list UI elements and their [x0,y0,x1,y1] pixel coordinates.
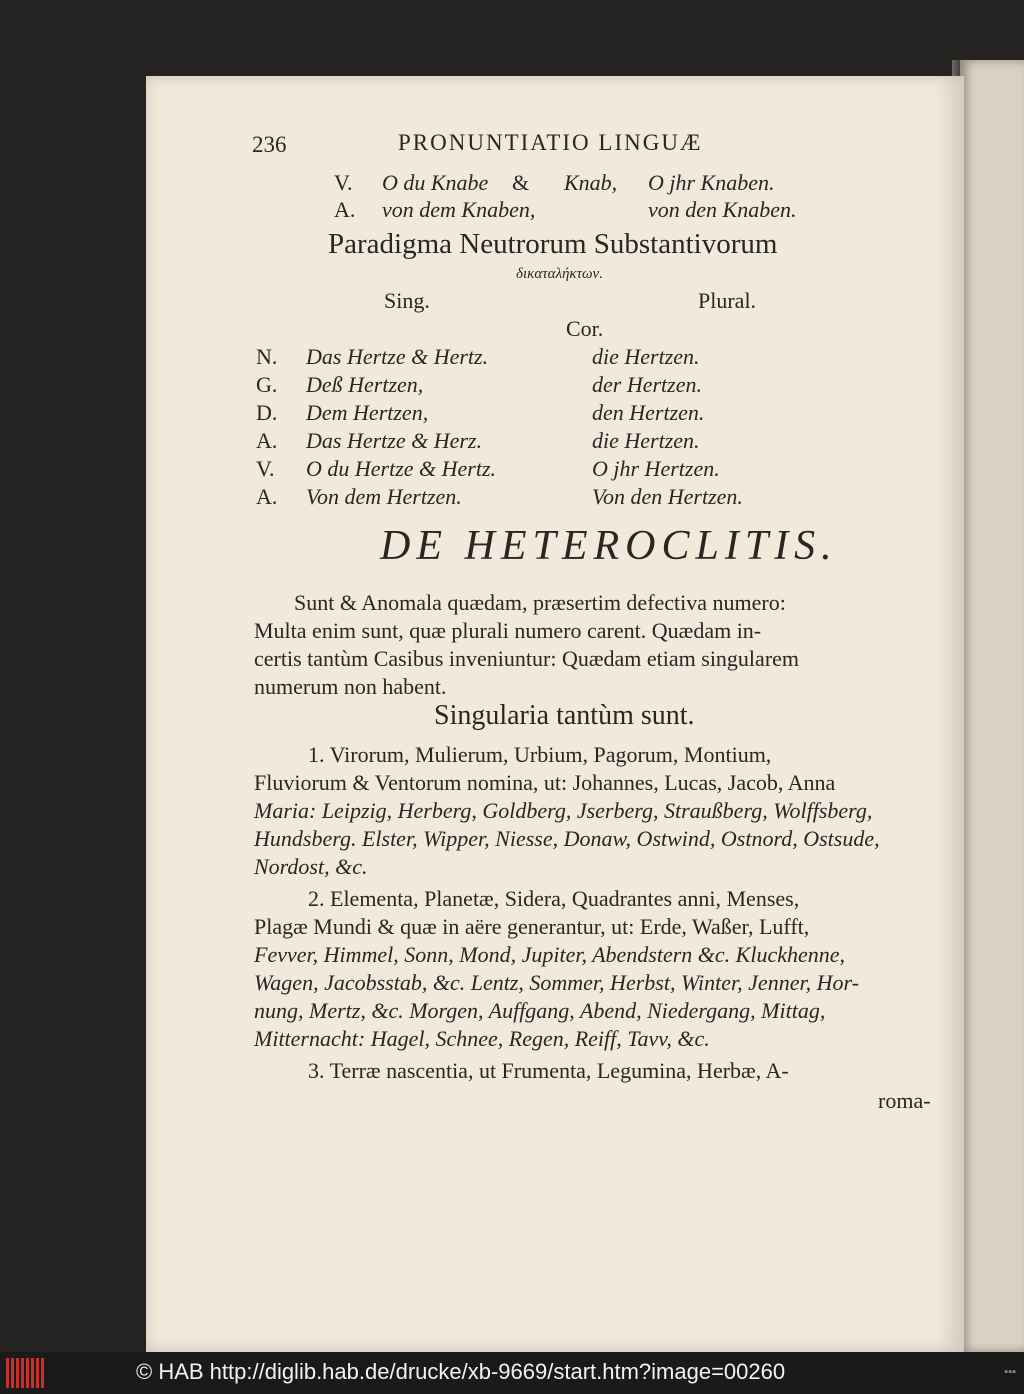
plural-form: die Hertzen. [592,344,700,369]
singular-form: Das Hertze & Hertz. [306,344,489,369]
item-line: Hundsberg. Elster, Wipper, Niesse, Donaw, Ostwind, Ostnord, Ostsude, [254,826,880,851]
adjacent-page-edge [960,60,1024,1352]
plural-form: Von den Hertzen. [592,484,743,509]
item-line: Nordost, &c. [254,854,368,879]
paradigm-noun-label: Cor. [566,316,604,341]
singular-form: O du Hertze & Hertz. [306,456,497,481]
singular-column-label: Sing. [384,288,430,313]
singular-alt-form: Knab, [564,170,618,195]
case-label: N. [256,344,278,369]
footer-bar [0,1352,1024,1394]
footer-mark-icon: ▪▪▪ [1004,1366,1016,1378]
item-line: Mitternacht: Hagel, Schnee, Regen, Reiff, Tavv, &c. [254,1026,710,1051]
catchword: roma- [878,1088,931,1113]
book-page [146,76,964,1352]
page-number: 236 [252,132,287,157]
paradigm-title: Paradigma Neutrorum Substantivorum [328,228,778,260]
singular-form: von dem Knaben, [382,197,536,222]
case-label: D. [256,400,278,425]
case-label: A. [256,484,278,509]
singular-form: O du Knabe [382,170,489,195]
case-label: G. [256,372,278,397]
singular-form: Deß Hertzen, [306,372,424,397]
plural-form: O jhr Hertzen. [592,456,720,481]
case-label: V. [256,456,275,481]
hab-logo-icon [6,1358,46,1388]
item-line: 3. Terræ nascentia, ut Frumenta, Legumina, Herbæ, A- [308,1058,789,1083]
case-label: A. [256,428,278,453]
intro-line: Multa enim sunt, quæ plurali numero carent. Quædam in- [254,618,762,643]
plural-form: den Hertzen. [592,400,705,425]
ampersand: & [512,170,530,195]
item-line: 2. Elementa, Planetæ, Sidera, Quadrantes anni, Menses, [308,886,800,911]
intro-line: certis tantùm Casibus inveniuntur: Quædam etiam singularem [254,646,800,671]
plural-form: der Hertzen. [592,372,702,397]
intro-line: Sunt & Anomala quædam, præsertim defectiva numero: [294,590,786,615]
singular-form: Das Hertze & Herz. [306,428,482,453]
item-line: Wagen, Jacobsstab, &c. Lentz, Sommer, Herbst, Winter, Jenner, Hor- [254,970,859,995]
item-line: 1. Virorum, Mulierum, Urbium, Pagorum, Montium, [308,742,772,767]
plural-form: die Hertzen. [592,428,700,453]
singular-form: Von dem Hertzen. [306,484,462,509]
item-line: Fluviorum & Ventorum nomina, ut: Johannes, Lucas, Jacob, Anna [254,770,836,795]
item-line: Maria: Leipzig, Herberg, Goldberg, Jserberg, Straußberg, Wolffsberg, [254,798,873,823]
paradigm-greek-subtitle: δικαταλήκτων. [516,266,603,282]
item-line: Fevver, Himmel, Sonn, Mond, Jupiter, Abendstern &c. Kluckhenne, [254,942,846,967]
subheading: Singularia tantùm sunt. [434,700,695,731]
item-line: nung, Mertz, &c. Morgen, Auffgang, Abend, Niedergang, Mittag, [254,998,826,1023]
footer-copyright-link[interactable]: © HAB http://diglib.hab.de/drucke/xb-9669/start.htm?image=00260 [136,1359,786,1384]
running-head: PRONUNTIATIO LINGUÆ [398,130,703,155]
plural-column-label: Plural. [698,288,757,313]
plural-form: von den Knaben. [648,197,797,222]
intro-line: numerum non habent. [254,674,447,699]
case-label: V. [334,170,353,195]
case-label: A. [334,197,356,222]
singular-form: Dem Hertzen, [306,400,429,425]
plural-form: O jhr Knaben. [648,170,775,195]
section-title: DE HETEROCLITIS. [380,523,838,569]
item-line: Plagæ Mundi & quæ in aëre generantur, ut: Erde, Waßer, Lufft, [254,914,810,939]
